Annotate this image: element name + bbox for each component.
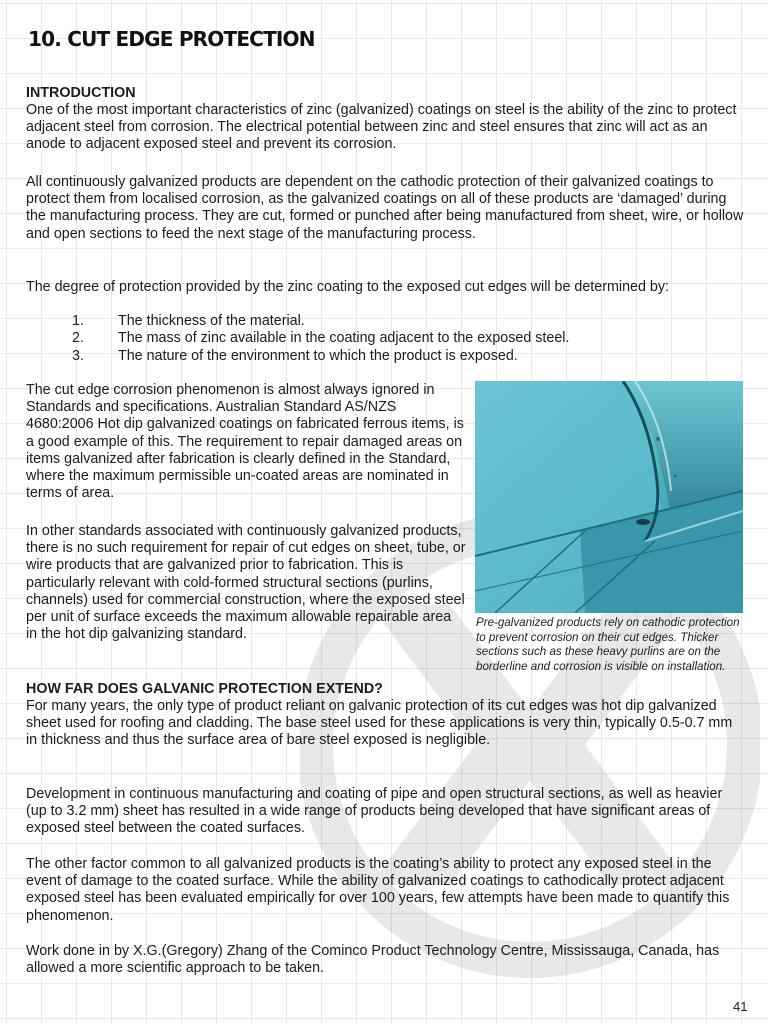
galvanic-protection-heading: HOW FAR DOES GALVANIC PROTECTION EXTEND? [26, 681, 383, 697]
list-item-number: 2. [72, 330, 84, 347]
page-title: 10. CUT EDGE PROTECTION [28, 27, 315, 51]
intro-paragraph-3: The degree of protection provided by the zinc coating to the exposed cut edges will be determined by: [26, 279, 669, 295]
list-item [72, 348, 569, 365]
list-item [72, 330, 569, 347]
list-item-number: 3. [72, 347, 84, 364]
section2-paragraph-2: Development in continuous manufacturing and coating of pipe and open structural sections, as well as heavier (up to 3.2 mm) sheet has resulted in a wide range of products being developed that have significant areas of exposed steel between the coated surfaces. [26, 786, 723, 837]
intro-paragraph-1: One of the most important characteristics of zinc (galvanized) coatings on steel is the ability of the zinc to protect adjacent steel from corrosion. The electrical potential between zinc and steel ensures that zinc will act as an anode to adjacent exposed steel and prevent its corrosion. [26, 102, 737, 153]
list-item-number: 1. [72, 313, 84, 329]
introduction-heading: INTRODUCTION [26, 85, 136, 101]
photo-caption: Pre-galvanized products rely on cathodic protection to prevent corrosion on their cut edges. Thicker sections such as these heavy purlins are on the borderline and corrosion is visible on installation. [476, 616, 740, 673]
list-item-text: The thickness of the material. [118, 313, 305, 329]
body-paragraph-5: In other standards associated with continuously galvanized products, there is no such requirement for repair of cut edges on sheet, tube, or wire products that are galvanized prior to fabrication. This is particularly relevant with cold-formed structural sections (purlins, channels) used for commercial construction, where the exposed steel per unit of surface exceeds the maximum allowable repairable area in the hot dip galvanizing standard. [26, 523, 466, 643]
intro-paragraph-2: All continuously galvanized products are dependent on the cathodic protection of their galvanized coatings to protect them from localised corrosion, as the galvanized coatings on all of these products are ‘damaged’ during the manufacturing process. They are cut, formed or punched after being manufactured from sheet, wire, or hollow and open sections to feed the next stage of the manufacturing process. [26, 174, 744, 242]
page-number: 41 [733, 999, 748, 1014]
body-paragraph-4: The cut edge corrosion phenomenon is almost always ignored in Standards and specifications. Australian Standard AS/NZS 4680:2006 Hot dip galvanized coatings on fabricated ferrous items, is a good example of this. The requirement to repair damaged areas on items galvanized after fabrication is clearly defined in the Standard, where the maximum permissible un-coated areas are nominated in terms of area. [26, 382, 464, 502]
list-item-text: The mass of zinc available in the coating adjacent to the exposed steel. [118, 330, 570, 347]
list-item [72, 313, 569, 330]
list-item-text: The nature of the environment to which the product is exposed. [118, 347, 518, 364]
determining-factors-list [72, 313, 569, 365]
galvanized-purlin-photo [475, 381, 743, 613]
section2-paragraph-1: For many years, the only type of product reliant on galvanic protection of its cut edges was hot dip galvanized sheet used for roofing and cladding. The base steel used for these applications is very thin, typically 0.5-0.7 mm in thickness and thus the surface area of bare steel exposed is negligible. [26, 698, 733, 749]
section2-paragraph-4: Work done in by X.G.(Gregory) Zhang of the Cominco Product Technology Centre, Mississauga, Canada, has allowed a more scientific approach to be taken. [26, 943, 720, 977]
section2-paragraph-3: The other factor common to all galvanized products is the coating’s ability to protect any exposed steel in the event of damage to the coated surface. While the ability of galvanized coatings to cathodically protect adjacent exposed steel has been evaluated empirically for over 100 years, few attempts have been made to quantify this phenomenon. [26, 856, 730, 924]
